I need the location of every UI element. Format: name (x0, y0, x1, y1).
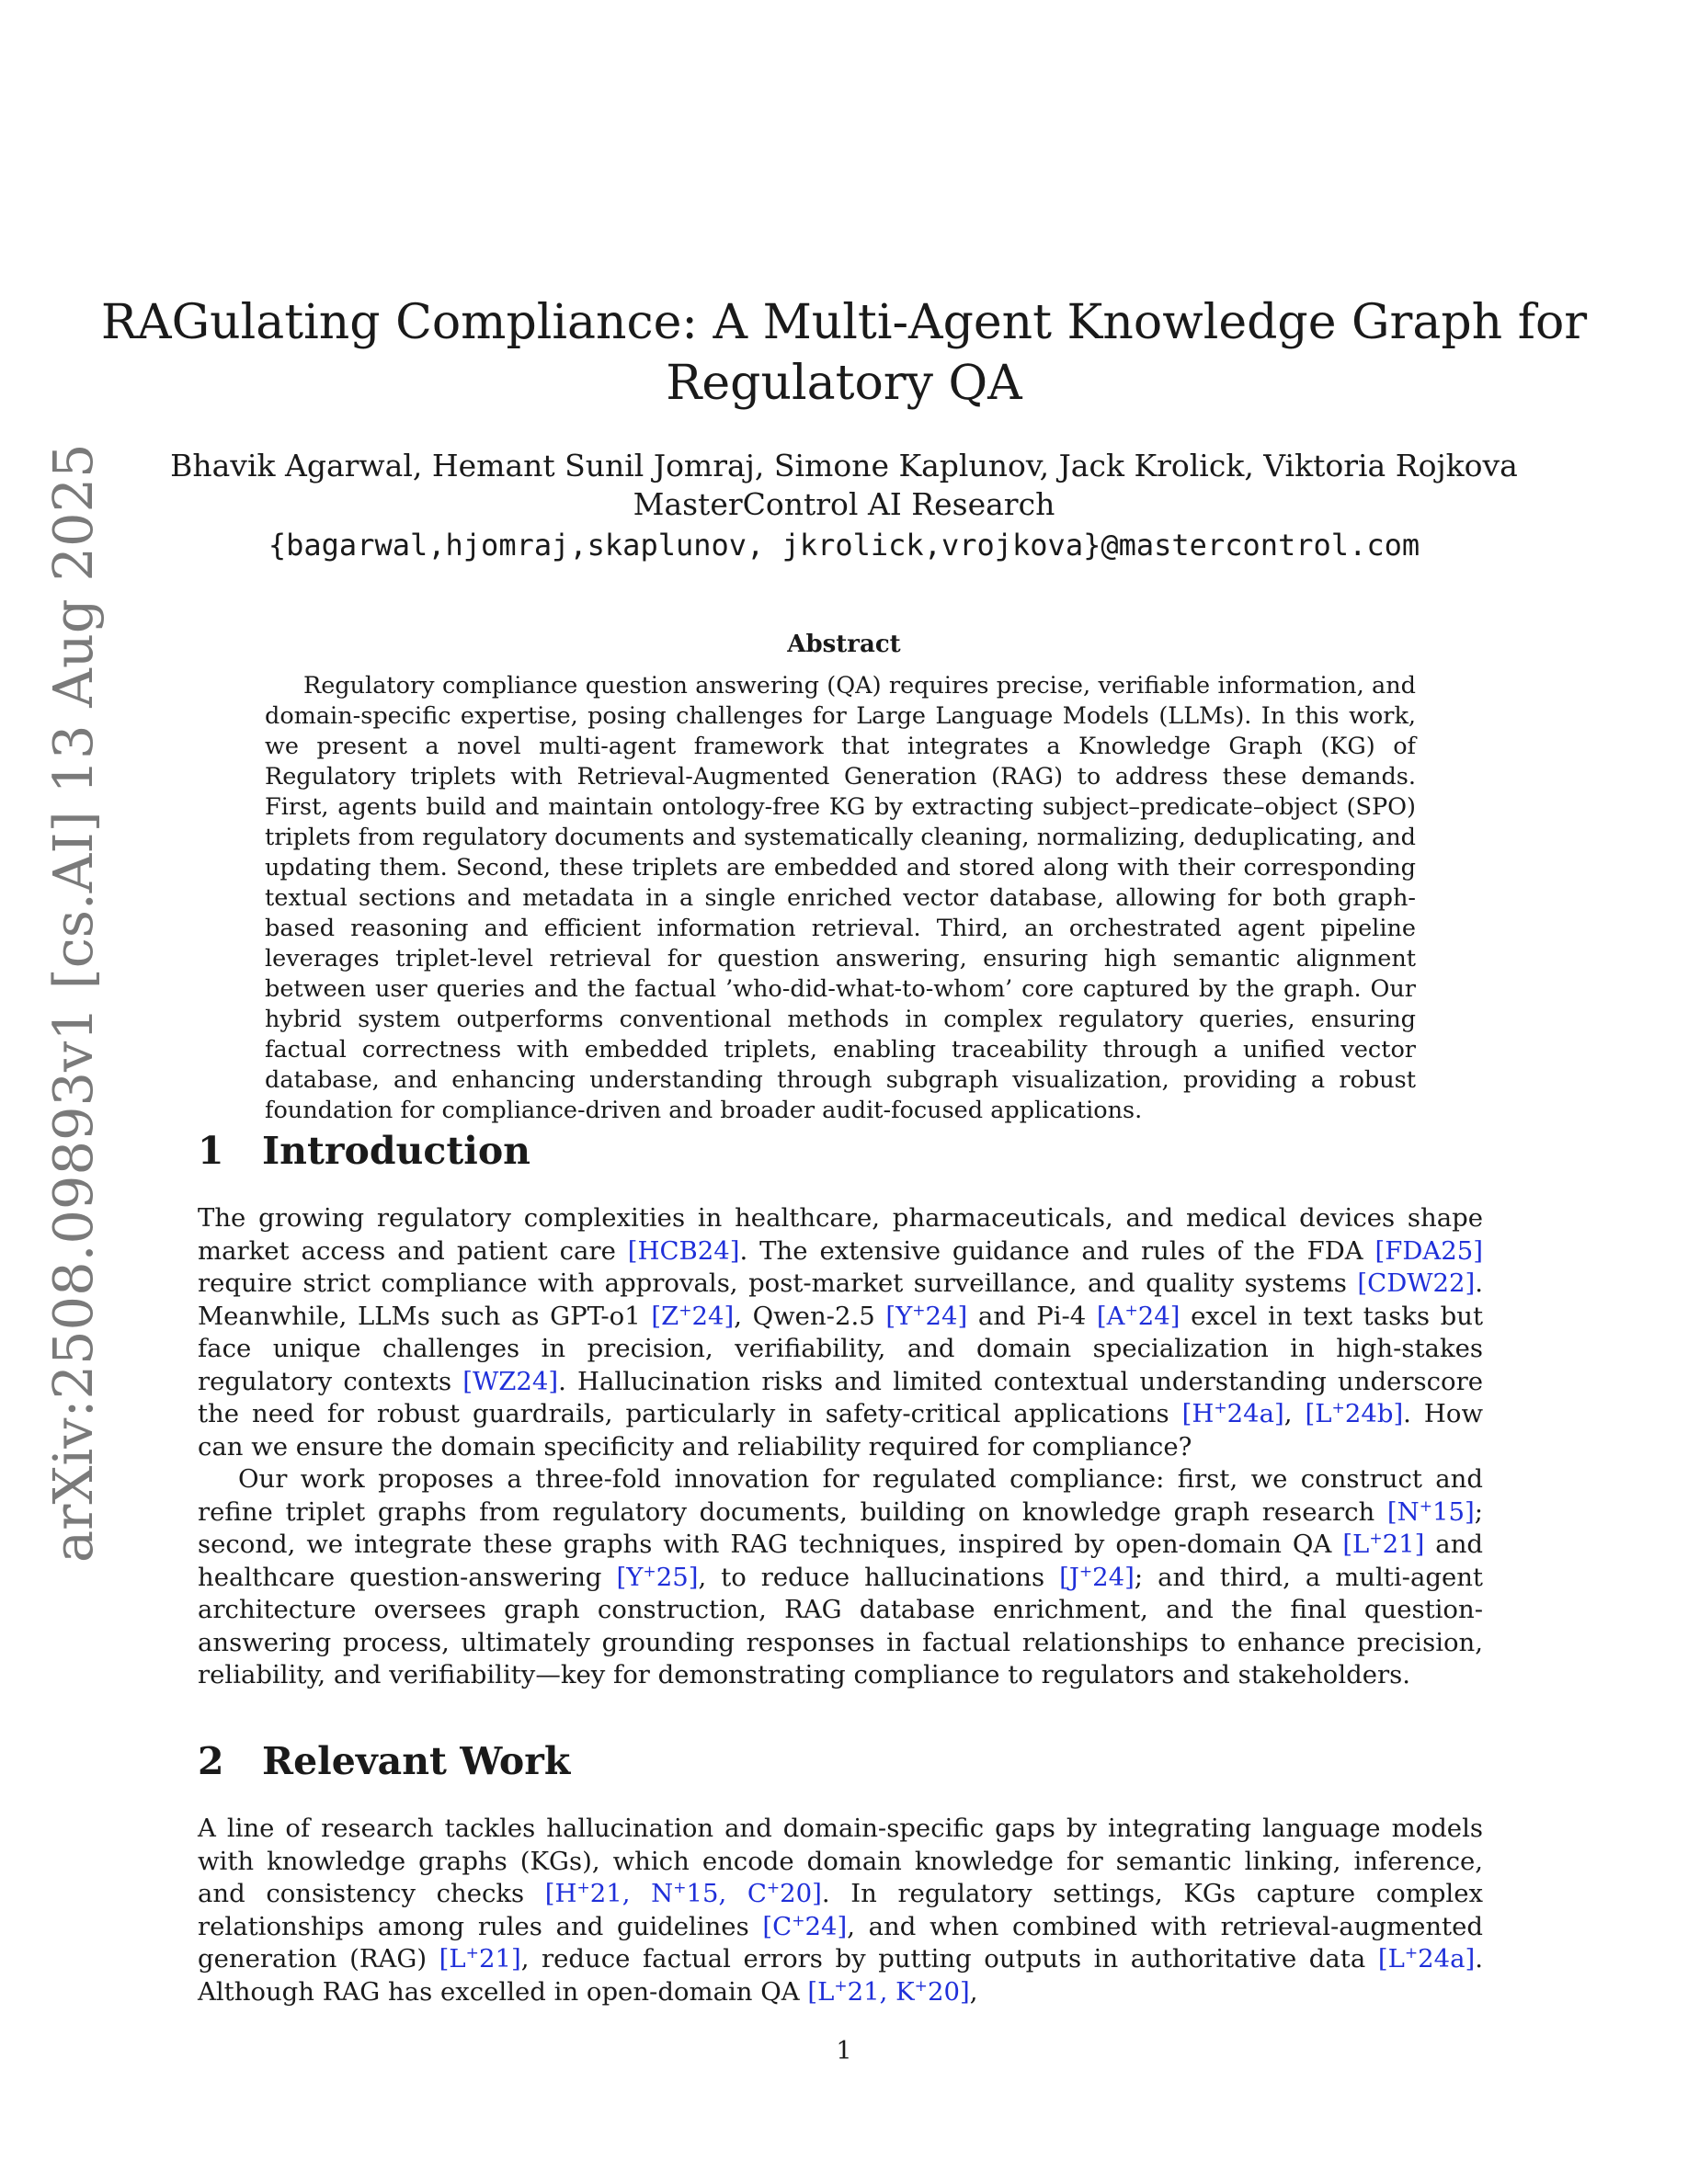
citation-link[interactable]: [Y+25] (616, 1562, 699, 1592)
paper-title-line1: RAGulating Compliance: A Multi-Agent Knowledge Graph for (100, 295, 1588, 350)
citation-link[interactable]: [J+24] (1059, 1562, 1135, 1592)
related-body (198, 1813, 1483, 2008)
author-emails: {bagarwal,hjomraj,skaplunov, jkrolick,vrojkova}@mastercontrol.com (268, 528, 1420, 563)
section-intro-heading (198, 1129, 530, 1173)
citation-link[interactable]: [Y+24] (885, 1301, 968, 1331)
citation-link[interactable]: [CDW22] (1357, 1268, 1476, 1298)
citation-link[interactable]: [Z+24] (651, 1301, 735, 1331)
citation-link[interactable]: [FDA25] (1374, 1235, 1483, 1266)
page-number: 1 (836, 2037, 852, 2065)
intro-paragraph-1: The growing regulatory complexities in healthcare, pharmaceuticals, and medical devices shape market access and patient care [HCB24]. The extensive guidance and rules of the FDA [FDA25] require strict compliance with approvals, post-market surveillance, and quality systems [CDW22]. Meanwhile, LLMs such as GPT-o1 [Z+24], Qwen-2.5 [Y+24] and Pi-4 [A+24] excel in text tasks but face unique challenges in precision, verifiability, and domain specialization in high-stakes regulatory contexts [WZ24]. Hallucination risks and limited contextual understanding underscore the need for robust guardrails, particularly in safety-critical applications [H+24a], [L+24b]. How can we ensure the domain specificity and reliability required for compliance? (198, 1203, 1484, 1462)
intro-body (198, 1202, 1483, 1692)
related-paragraph-1: A line of research tackles hallucination and domain-specific gaps by integrating language models with knowledge graphs (KGs), which encode domain knowledge for semantic linking, inference, and consistency checks [H+21, N+15, C+20]. In regulatory settings, KGs capture complex relationships among rules and guidelines [C+24], and when combined with retrieval-augmented generation (RAG) [L+21], reduce factual errors by putting outputs in authoritative data [L+24a]. Although RAG has excelled in open-domain QA [L+21, K+20], (198, 1814, 1483, 2007)
citation-link[interactable]: [A+24] (1096, 1301, 1180, 1331)
section-related-heading (198, 1739, 570, 1783)
citation-link[interactable]: [H+21, N+15, C+20] (544, 1878, 822, 1908)
citation-link[interactable]: [C+24] (762, 1911, 848, 1941)
author-list: Bhavik Agarwal, Hemant Sunil Jomraj, Simone Kaplunov, Jack Krolick, Viktoria Rojkova (170, 448, 1518, 483)
citation-link[interactable]: [WZ24] (462, 1366, 559, 1396)
citation-link[interactable]: [N+15] (1386, 1496, 1475, 1527)
citation-link[interactable]: [H+24a] (1181, 1398, 1284, 1428)
section-title: Relevant Work (262, 1739, 571, 1783)
citation-link[interactable]: [L+21, K+20] (807, 1976, 970, 2007)
section-title: Introduction (262, 1129, 530, 1173)
abstract-heading: Abstract (787, 631, 901, 658)
citation-link[interactable]: [HCB24] (627, 1235, 740, 1266)
arxiv-sidebar-id: arXiv:2508.09893v1 [cs.AI] 13 Aug 2025 (41, 443, 105, 1563)
citation-link[interactable]: [L+21] (439, 1943, 521, 1974)
citation-link[interactable]: [L+24b] (1305, 1398, 1404, 1428)
citation-link[interactable]: [L+24a] (1377, 1943, 1476, 1974)
intro-paragraph-2: Our work proposes a three-fold innovation for regulated compliance: first, we construct and refine triplet graphs from regulatory documents, building on knowledge graph research [N+15]; second, we integrate these graphs with RAG techniques, inspired by open-domain QA [L+21] and healthcare question-answering [Y+25], to reduce hallucinations [J+24]; and third, a multi-agent architecture oversees graph construction, RAG database enrichment, and the final question-answering process, ultimately grounding responses in factual relationships to enhance precision, reliability, and verifiability—key for demonstrating compliance to regulators and stakeholders. (198, 1464, 1484, 1689)
abstract-text: Regulatory compliance question answering (QA) requires precise, verifiable information, and domain-specific expertise, posing challenges for Large Language Models (LLMs). In this work, we present a novel multi-agent framework that integrates a Knowledge Graph (KG) of Regulatory triplets with Retrieval-Augmented Generation (RAG) to address these demands. First, agents build and maintain ontology-free KG by extracting subject–predicate–object (SPO) triplets from regulatory documents and systematically cleaning, normalizing, deduplicating, and updating them. Second, these triplets are embedded and stored along with their corresponding textual sections and metadata in a single enriched vector database, allowing for both graph-based reasoning and efficient information retrieval. Third, an orchestrated agent pipeline leverages triplet-level retrieval for question answering, ensuring high semantic alignment between user queries and the factual ’who-did-what-to-whom’ core captured by the graph. Our hybrid system outperforms conventional methods in complex regulatory queries, ensuring factual correctness with embedded triplets, enabling traceability through a unified vector database, and enhancing understanding through subgraph visualization, providing a robust foundation for compliance-driven and broader audit-focused applications. (265, 672, 1416, 1124)
section-number: 1 (198, 1129, 224, 1173)
paper-title-line2: Regulatory QA (666, 356, 1022, 411)
affiliation: MasterControl AI Research (633, 486, 1055, 522)
citation-link[interactable]: [L+21] (1342, 1529, 1425, 1559)
section-number: 2 (198, 1739, 224, 1783)
